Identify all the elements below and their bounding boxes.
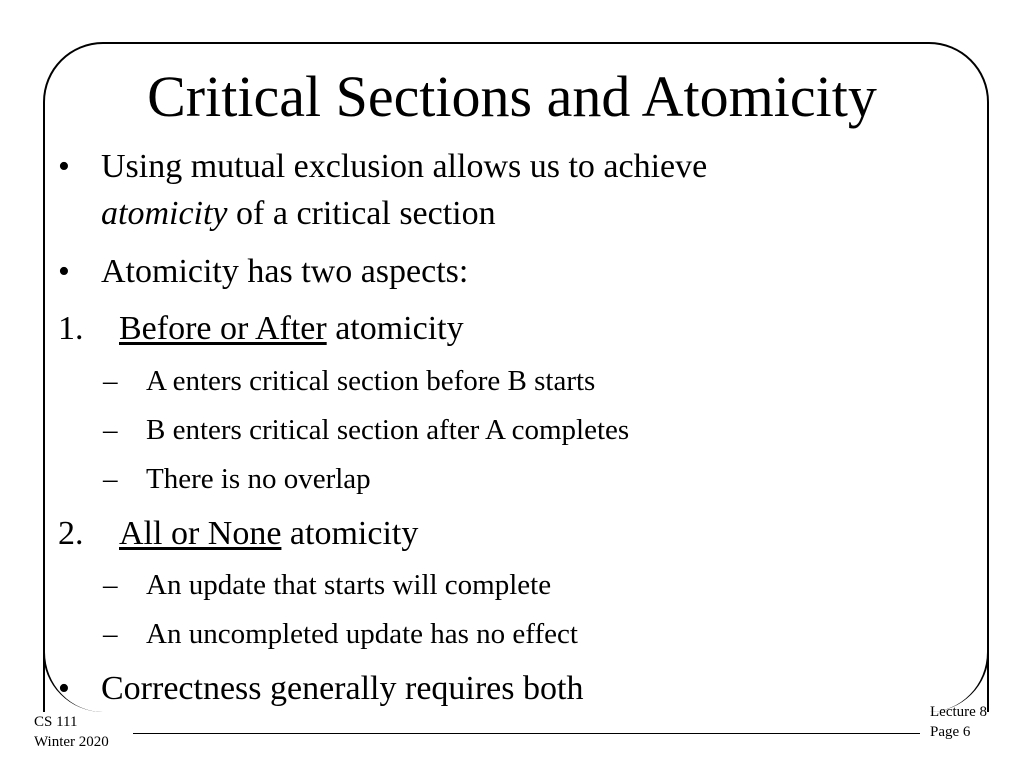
bullet-2-text: Atomicity has two aspects: [101, 253, 469, 290]
item-number: 2. [58, 515, 84, 552]
footer-course-info [34, 712, 109, 752]
bullet-marker: • [58, 670, 70, 707]
item-1-underlined: Before or After [119, 310, 327, 347]
item-1-text [119, 309, 464, 349]
sub-item-text: An uncompleted update has no effect [146, 618, 578, 650]
footer-lecture: Lecture 8 [930, 704, 988, 720]
footer-page-info [930, 702, 987, 742]
sub-item-text: There is no overlap [146, 463, 371, 495]
bullet-marker: • [58, 148, 70, 185]
sub-item-text: A enters critical section before B starts [146, 365, 596, 397]
item-2-text [119, 514, 418, 554]
dash-marker: – [103, 365, 118, 397]
dash-marker: – [103, 569, 118, 601]
sub-item-text: B enters critical section after A completes [146, 414, 630, 446]
slide-title: Critical Sections and Atomicity [147, 64, 877, 129]
dash-marker: – [103, 618, 118, 650]
item-2-rest: atomicity [281, 515, 419, 552]
dash-marker: – [103, 414, 118, 446]
atomicity-term: atomicity [101, 195, 228, 232]
item-2-underlined: All or None [119, 515, 282, 552]
bullet-3-text: Correctness generally requires both [101, 670, 584, 707]
footer-term: Winter 2020 [34, 734, 109, 750]
item-1-rest: atomicity [326, 310, 464, 347]
sub-item-text: An update that starts will complete [146, 569, 552, 601]
bullet-1-line-1: Using mutual exclusion allows us to achieve [101, 148, 708, 185]
bullet-1-line-2 [101, 194, 496, 234]
dash-marker: – [103, 463, 118, 495]
bullet-marker: • [58, 253, 70, 290]
footer-page: Page 6 [930, 724, 971, 740]
bullet-1-line-2-rest: of a critical section [227, 195, 496, 232]
item-number: 1. [58, 310, 84, 347]
footer-rule [133, 733, 920, 734]
footer-course: CS 111 [34, 714, 78, 730]
